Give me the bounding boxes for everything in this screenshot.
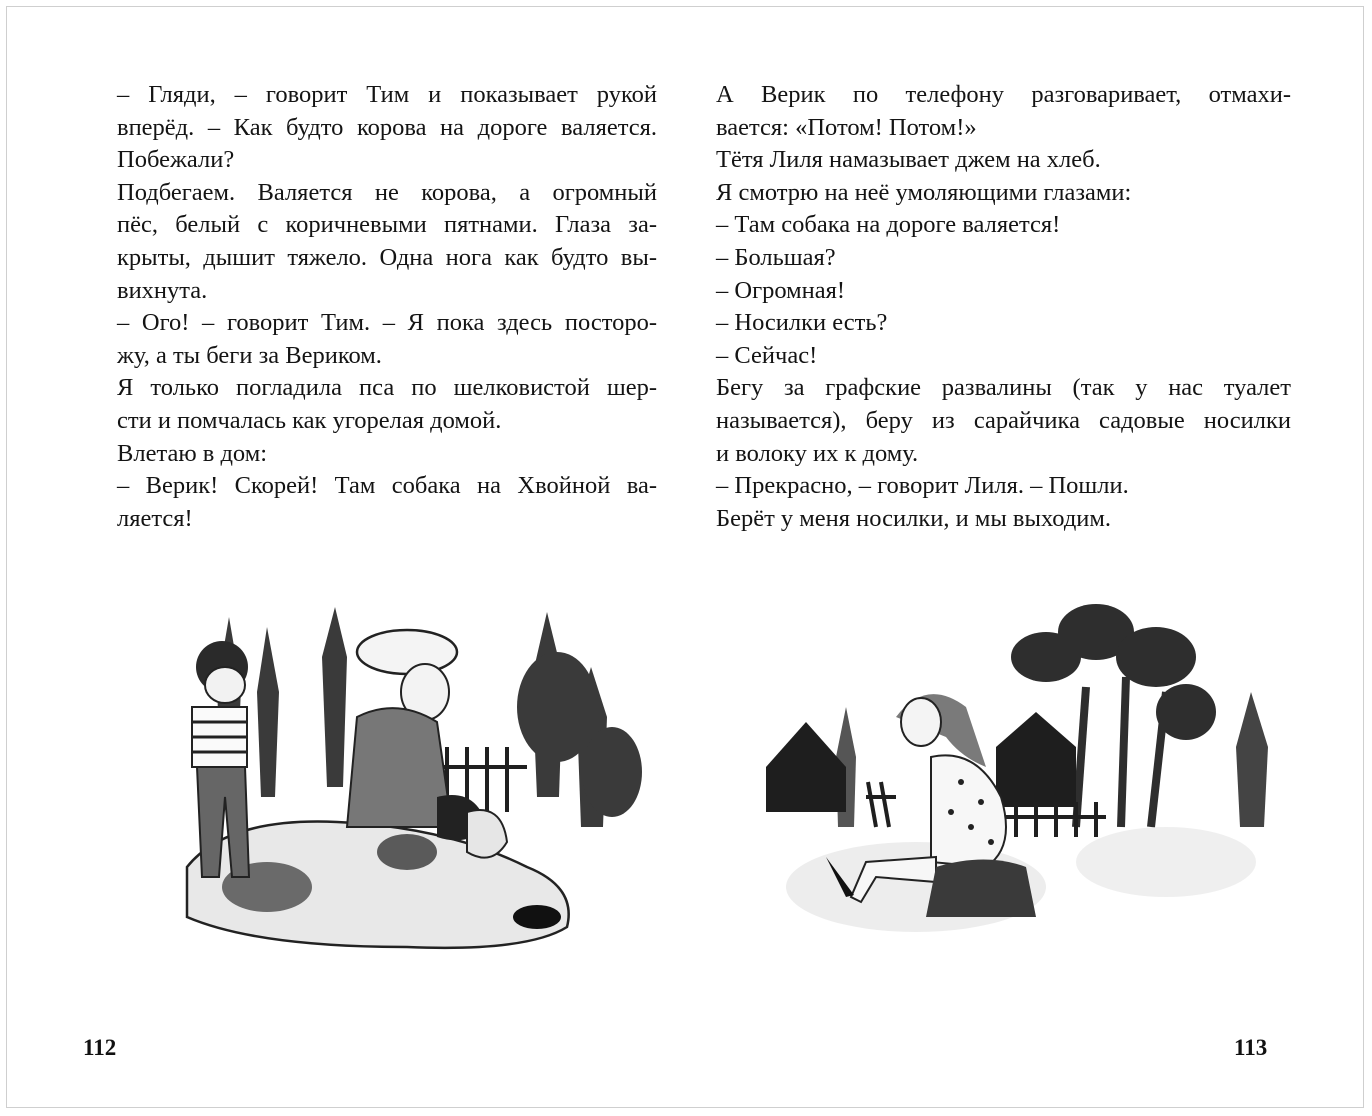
text-line: – Сейчас!: [716, 341, 818, 369]
right-page-text: [716, 79, 1291, 535]
paragraph: [117, 177, 657, 307]
paragraph: [117, 470, 657, 535]
text-line: ляется!: [117, 504, 193, 532]
text-line: Я смотрю на неё умоляющими глазами:: [716, 178, 1132, 206]
book-spread: [6, 6, 1364, 1108]
paragraph: [716, 242, 1291, 275]
paragraph: [117, 307, 657, 372]
paragraph: [716, 372, 1291, 470]
text-line: Подбегаем. Валяется не корова, а огромный: [117, 178, 657, 206]
text-line: – Верик! Скорей! Там собака на Хвойной ва-: [117, 472, 657, 500]
text-line: – Огромная!: [716, 276, 846, 304]
paragraph: [716, 470, 1291, 503]
text-line: и волоку их к дому.: [716, 439, 919, 467]
left-page-text: [117, 79, 657, 535]
text-line: А Верик по телефону разговаривает, отмахи-: [716, 81, 1291, 108]
illustration-girl-village: [746, 597, 1306, 967]
text-line: жу, а ты беги за Вериком.: [117, 341, 382, 369]
text-line: Побежали?: [117, 146, 235, 174]
text-line: – Ого! – говорит Тим. – Я пока здесь посторо-: [117, 309, 657, 337]
right-page: [686, 7, 1365, 1107]
paragraph: [117, 79, 657, 177]
paragraph: [716, 79, 1291, 144]
text-line: вперёд. – Как будто корова на дороге валяется.: [117, 113, 657, 141]
page-number-left: 112: [83, 1035, 117, 1060]
tree-shape: [257, 627, 279, 797]
paragraph: [716, 209, 1291, 242]
paragraph: [716, 307, 1291, 340]
paragraph: [716, 275, 1291, 308]
text-line: сти и помчалась как угорелая домой.: [117, 406, 502, 434]
text-line: вихнута.: [117, 276, 208, 304]
paragraph: [117, 372, 657, 437]
text-line: Бегу за графские развалины (так у нас туалет: [716, 374, 1291, 402]
illustration-left-svg: [107, 597, 647, 967]
tree-shape: [322, 607, 347, 787]
text-line: Я только погладила пса по шелковистой шер-: [117, 374, 657, 402]
text-line: называется), беру из сарайчика садовые носилки: [716, 406, 1291, 434]
paragraph: [117, 438, 657, 471]
text-line: – Прекрасно, – говорит Лиля. – Пошли.: [716, 472, 1129, 500]
text-line: Тётя Лиля намазывает джем на хлеб.: [716, 146, 1101, 174]
text-line: – Большая?: [716, 243, 836, 271]
paragraph: [716, 503, 1291, 536]
paragraph: [716, 340, 1291, 373]
text-line: пёс, белый с коричневыми пятнами. Глаза за-: [117, 211, 657, 239]
illustration-right-svg: [746, 597, 1306, 967]
illustration-boy-woman-dog: [107, 597, 647, 967]
text-line: вается: «Потом! Потом!»: [716, 113, 977, 141]
text-line: Берёт у меня носилки, и мы выходим.: [716, 504, 1112, 532]
text-line: – Носилки есть?: [716, 309, 888, 337]
paragraph: [716, 177, 1291, 210]
paragraph: [716, 144, 1291, 177]
page-number-right: 113: [1234, 1035, 1268, 1060]
text-line: Влетаю в дом:: [117, 439, 268, 467]
left-page: [7, 7, 686, 1107]
text-line: – Гляди, – говорит Тим и показывает рукой: [117, 81, 657, 108]
text-line: – Там собака на дороге валяется!: [716, 211, 1061, 239]
text-line: крыты, дышит тяжело. Одна нога как будто вы-: [117, 243, 657, 271]
